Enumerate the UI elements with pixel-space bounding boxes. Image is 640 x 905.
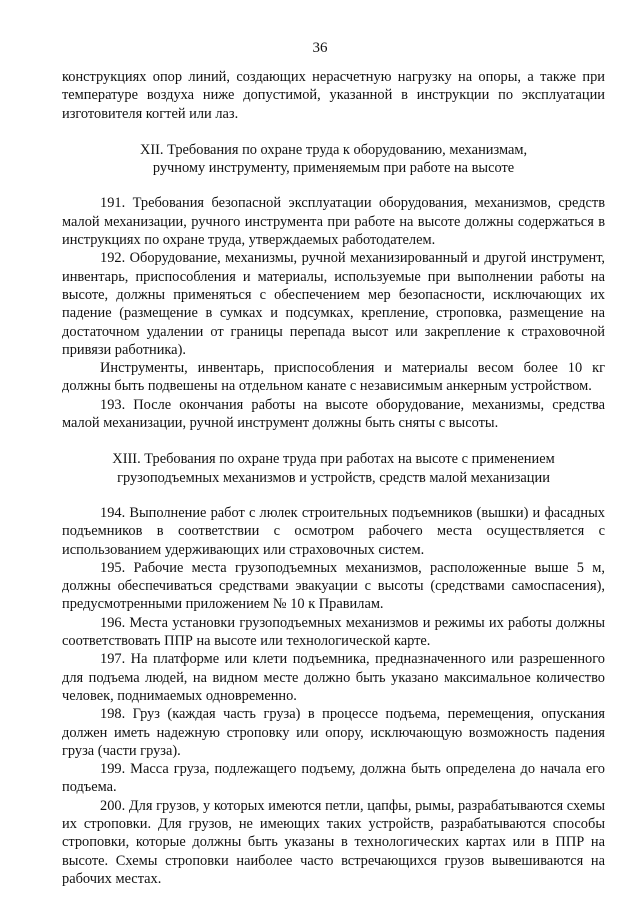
paragraph-198: 198. Груз (каждая часть груза) в процессе подъема, перемещения, опускания должен иметь надежную строповку или опору, исключающую возможность падения груза (части груза). <box>62 706 605 759</box>
section-12-title-line-1: XII. Требования по охране труда к оборудованию, механизмам, <box>139 141 528 158</box>
paragraph-193: 193. После окончания работы на высоте оборудование, механизмы, средства малой механизации, ручной инструмент должны быть сняты с высоты. <box>62 396 605 432</box>
paragraph-199: 199. Масса груза, подлежащего подъему, должна быть определена до начала его подъема. <box>62 761 605 796</box>
page-content <box>62 68 605 888</box>
paragraph-191: 191. Требования безопасной эксплуатации оборудования, механизмов, средств малой механизации, ручного инструмента при работе на высоте должны содержаться в инструкциях по охране труда, утверждаемых работодателем. <box>62 195 605 249</box>
paragraph-196: 196. Места установки грузоподъемных механизмов и режимы их работы должны соответствовать ППР на высоте или технологической карте. <box>62 614 605 650</box>
section-13-title-line-2: грузоподъемных механизмов и устройств, средств малой механизации <box>117 469 550 486</box>
section-13-title <box>62 450 605 487</box>
intro-paragraph: конструкциях опор линий, создающих нерасчетную нагрузку на опоры, а также при температуре воздуха ниже допустимой, указанной в инструкции по эксплуатации изготовителя когтей или лаз. <box>62 69 605 122</box>
page-number: 36 <box>312 40 328 56</box>
section-13-title-line-1: XIII. Требования по охране труда при работах на высоте с применением <box>112 451 555 468</box>
section-12-title <box>62 141 605 178</box>
paragraph-197: 197. На платформе или клети подъемника, предназначенного или разрешенного для подъема людей, на видном месте должно быть указано максимальное количество человек, поднимаемых одновременно. <box>62 651 605 704</box>
section-12-title-line-2: ручному инструменту, применяемым при работе на высоте <box>152 160 515 177</box>
paragraph-194: 194. Выполнение работ с люлек строительных подъемников (вышки) и фасадных подъемников в соответствии с осмотром рабочего места осуществляется с использованием удерживающих или страховочных систем. <box>62 504 605 558</box>
paragraph-200: 200. Для грузов, у которых имеются петли, цапфы, рымы, разрабатываются схемы их строповки. Для грузов, не имеющих таких устройств, разрабатываются способы строповки, которые должны быть указаны в технологических картах или в ППР на высоте. Схемы строповки наиболее часто встречающихся грузов вывешиваются на рабочих местах. <box>62 797 605 887</box>
paragraph-192-cont: Инструменты, инвентарь, приспособления и материалы весом более 10 кг должны быть подвешены на отдельном канате с независимым анкерным устройством. <box>62 360 605 395</box>
paragraph-192: 192. Оборудование, механизмы, ручной механизированный и другой инструмент, инвентарь, приспособления и материалы, используемые при выполнении работы на высоте, должны применяться с обеспечением мер безопасности, исключающих их падение (размещение в сумках и подсумках, крепление, строповка, размещение на достаточном удалении от границы перепада высот или закрепление к страховочной привязи работника). <box>62 250 605 358</box>
paragraph-195: 195. Рабочие места грузоподъемных механизмов, расположенные выше 5 м, должны обеспечиваться средствами эвакуации с высоты (средствами самоспасения), предусмотренными приложением № 10 к Правилам. <box>62 559 605 613</box>
